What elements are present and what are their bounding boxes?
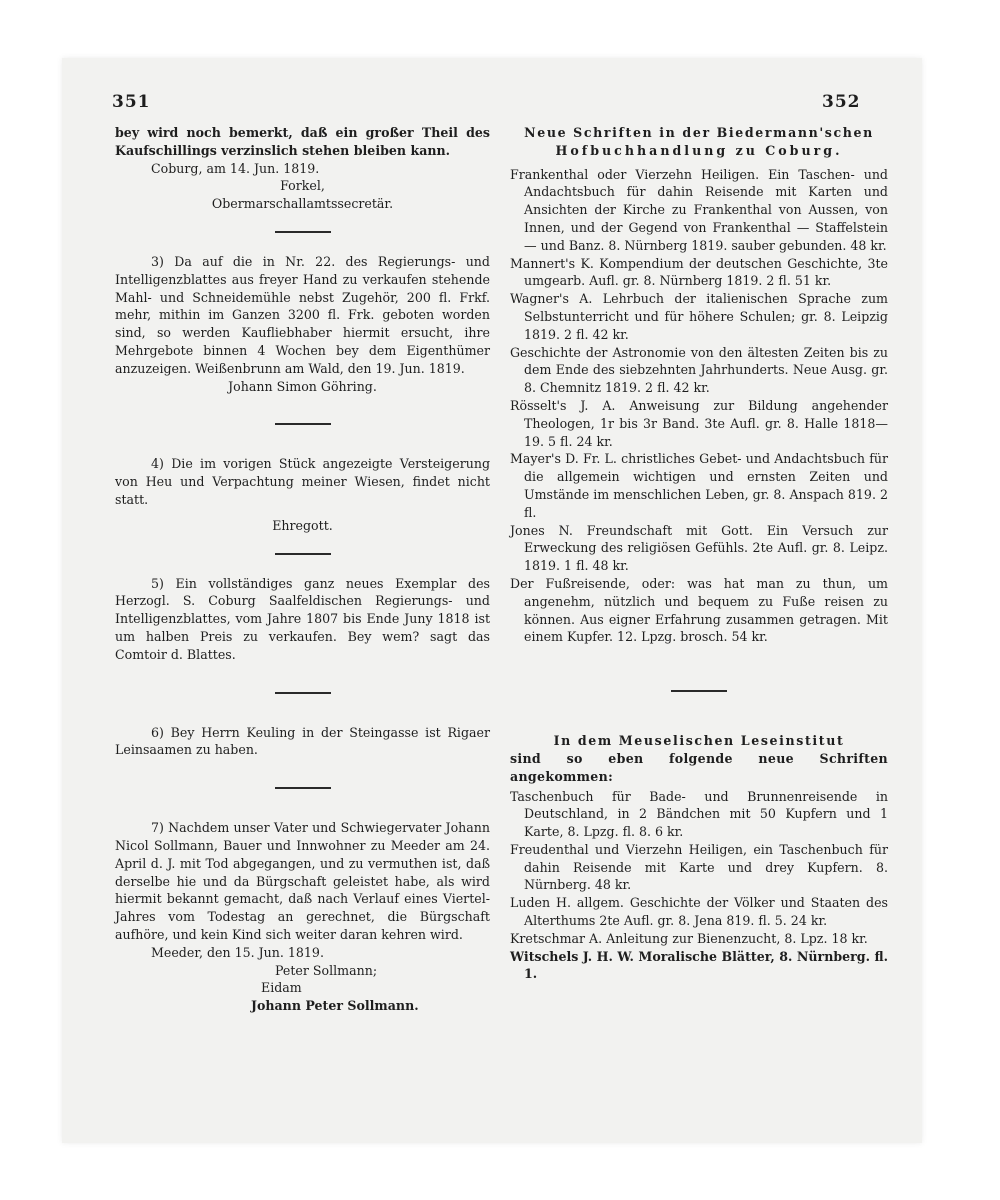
notice-place-date: Coburg, am 14. Jun. 1819. [151,160,320,176]
separator-rule [275,787,331,789]
bookshop-heading: Neue Schriften in der Biedermann'schen [524,125,874,140]
notice-7-text: 7) Nachdem unser Vater und Schwiegervater Johann Nicol Sollmann, Bauer und Innwohner zu Meeder am 24. April d. J. mit Tod abgegangen, und zu vermuthen ist, daß derselbe hie und da Bürgschaft geleistet habe, als wird hiermit bekannt gemacht, daß nach Verlauf eines Viertel-Jahres vom Todestag an gerechnet, die Bürgschaft aufhöre, und kein Kind sich weiter daran kehren wird. [115,820,490,942]
book-entry: Mannert's K. Kompendium der deutschen Geschichte, 3te umgearb. Aufl. gr. 8. Nürnberg 1819. 2 fl. 51 kr. [510,255,888,289]
reading-institute-subheading: sind so eben folgende neue Schriften angekommen: [510,750,888,784]
page-number-left: 351 [112,92,151,112]
bookshop-subheading: Hofbuchhandlung zu Coburg. [555,142,843,158]
book-entry: Mayer's D. Fr. L. christliches Gebet- und Andachtsbuch für die allgemein wichtigen und ernsten Zeiten und Umstände im menschlichen Leben, gr. 8. Anspach 819. 2 fl. [510,451,888,520]
book-entry: Rösselt's J. A. Anweisung zur Bildung angehender Theologen, 1r bis 3r Band. 3te Aufl. gr. 8. Halle 1818—19. 5 fl. 24 kr. [510,397,888,449]
separator-rule [275,231,331,233]
notice-5-text: 5) Ein vollständiges ganz neues Exemplar des Herzogl. S. Coburg Saalfeldischen Regierungs- und Intelligenzblattes, vom Jahre 1807 bis Ende Juny 1818 ist um halben Preis zu verkaufen. Bey wem? sagt das Comtoir d. Blattes. [115,575,490,662]
notice-7-signer-2: Eidam [261,980,302,996]
notice-3-signature: Johann Simon Göhring. [228,378,377,394]
notice-7-place-date: Meeder, den 15. Jun. 1819. [151,944,324,960]
notice-6-text: 6) Bey Herrn Keuling in der Steingasse ist Rigaer Leinsaamen zu haben. [115,724,490,758]
left-column [115,124,490,1015]
signer-name: Forkel, [280,178,325,194]
notice-3-text: 3) Da auf die in Nr. 22. des Regierungs- und Intelligenzblattes aus freyer Hand zu verkaufen stehende Mahl- und Schneidemühle nebst Zugehör, 200 fl. Frkf. mehr, mithin im Ganzen 3200 fl. Frk. geboten worden sind, so werden Kaufliebhaber hiermit ersucht, ihre Mehrgebote binnen 4 Wochen bey dem Eigenthümer anzuzeigen. Weißenbrunn am Wald, den 19. Jun. 1819. [115,253,490,376]
page-number-right: 352 [822,92,861,112]
book-entry: Kretschmar A. Anleitung zur Bienenzucht, 8. Lpz. 18 kr. [510,930,868,946]
right-column [510,124,888,983]
notice-4-signature: Ehregott. [272,517,333,533]
separator-rule [275,692,331,694]
book-entry: Witschels J. H. W. Moralische Blätter, 8. Nürnberg. fl. 1. [510,948,888,982]
notice-7-signer-1: Peter Sollmann; [275,962,378,978]
book-entry: Geschichte der Astronomie von den ältesten Zeiten bis zu dem Ende des siebzehnten Jahrhunderts. Neue Ausg. gr. 8. Chemnitz 1819. 2 fl. 42 kr. [510,344,888,396]
book-entry: Freudenthal und Vierzehn Heiligen, ein Taschenbuch für dahin Reisende mit Karte und drey Kupfern. 8. Nürnberg. 48 kr. [510,841,888,893]
book-entry: Der Fußreisende, oder: was hat man zu thun, um angenehm, nützlich und bequem zu Fuße reisen zu können. Aus eigner Erfahrung zusammen getragen. Mit einem Kupfer. 12. Lpzg. brosch. 54 kr. [510,575,888,645]
separator-rule [671,690,727,692]
signer-title: Obermarschallamtssecretär. [211,196,394,212]
separator-rule [275,553,331,555]
notice-4-text: 4) Die im vorigen Stück angezeigte Versteigerung von Heu und Verpachtung meiner Wiesen, findet nicht statt. [115,456,490,507]
notice-7-signer-3: Johann Peter Sollmann. [251,998,419,1014]
book-entry: Luden H. allgem. Geschichte der Völker und Staaten des Alterthums 2te Aufl. gr. 8. Jena 819. fl. 5. 24 kr. [510,895,888,929]
notice-continuation: bey wird noch bemerkt, daß ein großer Theil des Kaufschillings verzinslich stehen bleiben kann. [115,125,490,158]
reading-institute-heading: In dem Meuselischen Leseinstitut [553,733,845,749]
separator-rule [275,423,331,425]
book-entry: Taschenbuch für Bade- und Brunnenreisende in Deutschland, in 2 Bändchen mit 50 Kupfern und 1 Karte, 8. Lpzg. fl. 8. 6 kr. [510,788,888,840]
book-entry: Wagner's A. Lehrbuch der italienischen Sprache zum Selbstunterricht und für höhere Schulen; gr. 8. Leipzig 1819. 2 fl. 42 kr. [510,291,888,342]
book-entry: Frankenthal oder Vierzehn Heiligen. Ein Taschen- und Andachtsbuch für dahin Reisende mit Karten und Ansichten der Kirche zu Frankenthal von Aussen, von Innen, und der Gegend von Frankenthal — Staffelstein — und Banz. 8. Nürnberg 1819. sauber gebunden. 48 kr. [510,166,888,253]
book-entry: Jones N. Freundschaft mit Gott. Ein Versuch zur Erweckung des religiösen Gefühls. 2te Aufl. gr. 8. Leipz. 1819. 1 fl. 48 kr. [510,522,888,574]
